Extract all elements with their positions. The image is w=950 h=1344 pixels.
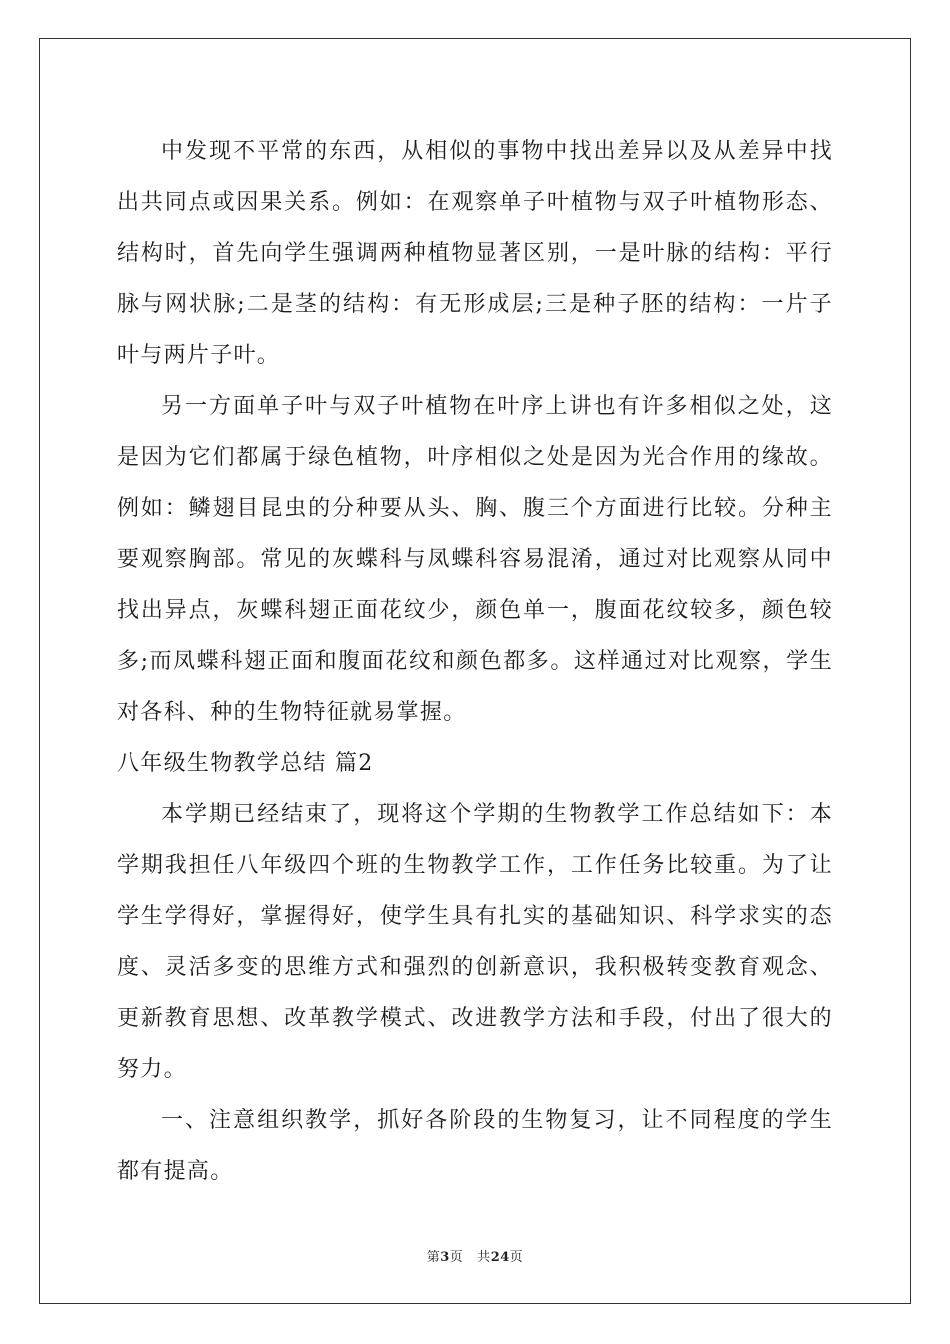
paragraph: 本学期已经结束了，现将这个学期的生物教学工作总结如下：本学期我担任八年级四个班的生物教学工作，工作任务比较重。为了让学生学得好，掌握得好，使学生具有扎实的基础知识、科学求实的态度、灵活多变的思维方式和强烈的创新意识，我积极转变教育观念、更新教育思想、改革教学模式、改进教学方法和手段，付出了很大的努力。 (117, 802, 833, 1082)
paragraph: 一、注意组织教学，抓好各阶段的生物复习，让不同程度的学生都有提高。 (117, 1108, 833, 1184)
footer-total-suffix: 页 (509, 1250, 524, 1265)
paragraph: 另一方面单子叶与双子叶植物在叶序上讲也有许多相似之处，这是因为它们都属于绿色植物，叶序相似之处是因为光合作用的缘故。例如：鳞翅目昆虫的分种要从头、胸、腹三个方面进行比较。分种主要观察胸部。常见的灰蝶科与凤蝶科容易混淆，通过对比观察从同中找出异点，灰蝶科翅正面花纹少，颜色单一，腹面花纹较多，颜色较多;而凤蝶科翅正面和腹面花纹和颜色都多。这样通过对比观察，学生对各科、种的生物特征就易掌握。 (117, 394, 833, 725)
total-pages-number: 24 (490, 1250, 510, 1265)
footer-prefix: 第 (426, 1250, 441, 1265)
footer-page-word: 页 (449, 1250, 464, 1265)
footer-total-prefix: 共 (477, 1250, 491, 1265)
section-heading: 八年级生物教学总结 篇2 (117, 751, 374, 776)
page-footer (0, 1246, 950, 1265)
current-page-number: 3 (440, 1250, 450, 1265)
paragraph: 中发现不平常的东西，从相似的事物中找出差异以及从差异中找出共同点或因果关系。例如：在观察单子叶植物与双子叶植物形态、结构时，首先向学生强调两种植物显著区别，一是叶脉的结构：平行脉与网状脉;二是茎的结构：有无形成层;三是种子胚的结构：一片子叶与两片子叶。 (117, 139, 833, 368)
document-body (117, 126, 833, 1197)
